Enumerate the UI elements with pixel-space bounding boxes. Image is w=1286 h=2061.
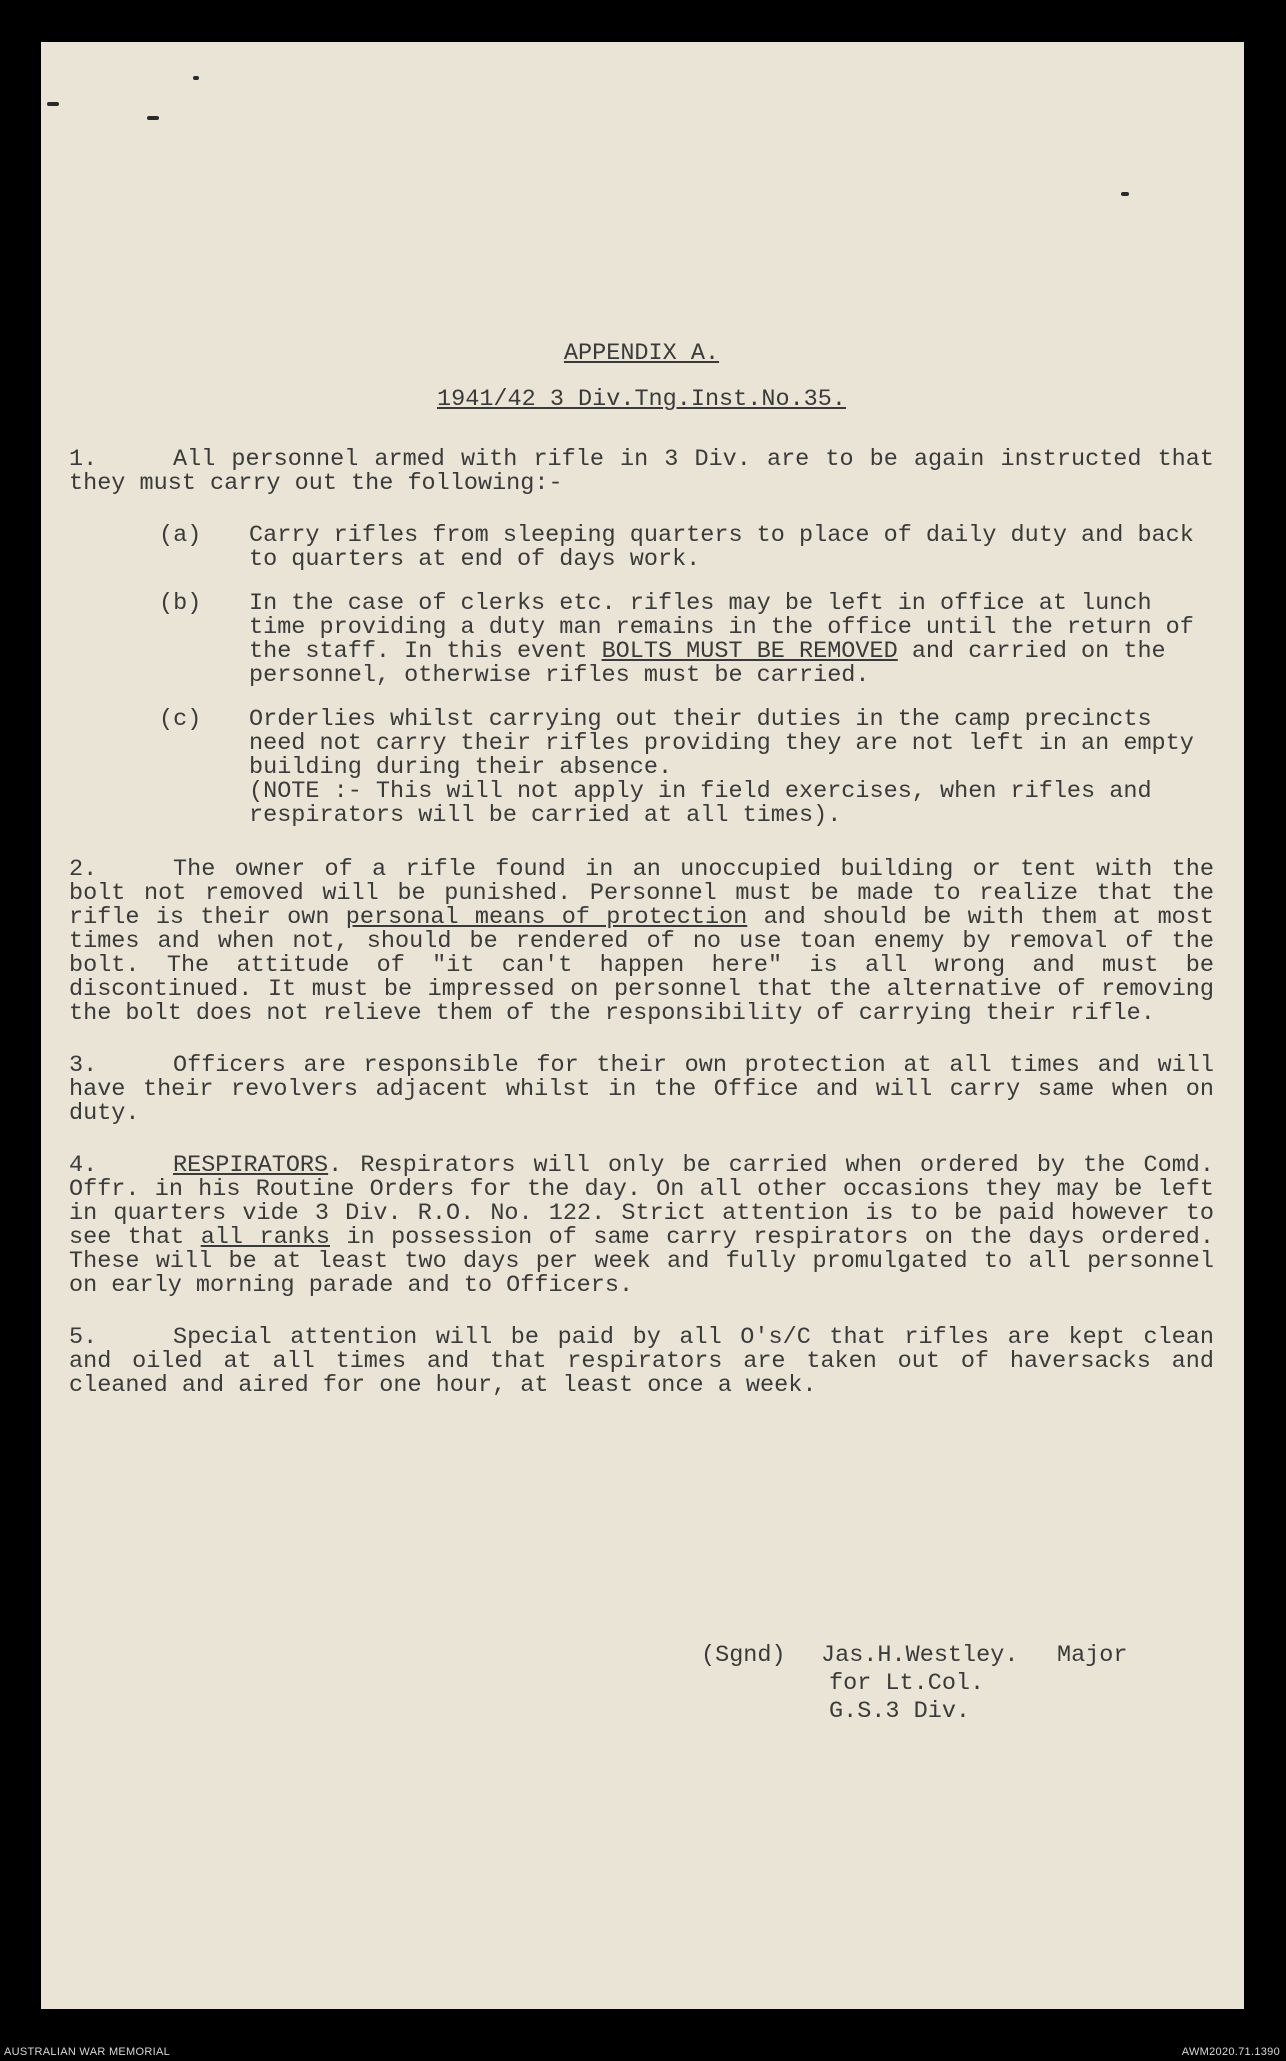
document-sheet	[41, 42, 1244, 2009]
footer-left-caption: AUSTRALIAN WAR MEMORIAL	[4, 2046, 171, 2058]
paper-mark	[47, 102, 59, 106]
paragraph-text: The owner of a rifle found in an unoccupied building or tent with the bolt not removed will be punished. Personnel must be made to realize that the rifle is their own	[69, 856, 1214, 931]
appendix-title: APPENDIX A.	[563, 340, 720, 367]
sub-item-label: (a)	[159, 522, 202, 549]
paragraph-text: . Respirators will only be carried when ordered by the Comd. Offr. in his Routine Orders for the day. On all other occasions they may be left in quarters vide 3 Div. R.O. No. 122. Strict attention is to be paid however to see that	[69, 1152, 1214, 1251]
paragraph-2	[69, 858, 1214, 1026]
paper-mark	[1121, 192, 1129, 196]
paragraph-text: in possession of same carry respirators on the days ordered. These will be at least two days per week and fully promulgated to all personnel on early morning parade and to Officers.	[69, 1224, 1215, 1299]
emphasis-text: personal means of protection	[345, 904, 748, 931]
paragraph-number: 4.	[69, 1152, 98, 1179]
paper-mark	[193, 76, 199, 80]
sub-item-text: In the case of clerks etc. rifles may be left in office at lunch time providing a duty man remains in the office until the return of the staff. In this event	[249, 590, 1194, 665]
paragraph-text: All personnel armed with rifle in 3 Div. are to be again instructed that they must carry out the following:-	[69, 446, 1214, 497]
paragraph-4	[69, 1154, 1214, 1298]
signature-block	[701, 1642, 1128, 1726]
paragraph-1	[69, 448, 1214, 496]
paragraph-text: Officers are responsible for their own protection at all times and will have their revolvers adjacent whilst in the Office and will carry same when on duty.	[69, 1052, 1214, 1127]
paragraph-number: 1.	[69, 446, 98, 473]
sub-item-a	[159, 524, 1214, 572]
paragraph-text: Special attention will be paid by all O's/C that rifles are kept clean and oiled at all times and that respirators are taken out of haversacks and cleaned and aired for one hour, at least once a week.	[69, 1324, 1214, 1399]
sub-item-text: Carry rifles from sleeping quarters to place of daily duty and back to quarters at end of days work.	[249, 522, 1194, 573]
sub-item-label: (c)	[159, 706, 202, 733]
emphasis-text: all ranks	[200, 1224, 330, 1251]
paragraph-3	[69, 1054, 1214, 1126]
paragraph-number: 5.	[69, 1324, 98, 1351]
footer-right-caption: AWM2020.71.1390	[1181, 2046, 1280, 2058]
paragraph-number: 3.	[69, 1052, 98, 1079]
sub-item-text: Orderlies whilst carrying out their duties in the camp precincts need not carry their rifles providing they are not left in an empty building during their absence.	[249, 706, 1194, 781]
section-heading: RESPIRATORS	[173, 1152, 329, 1179]
signatory-name: Jas.H.Westley.	[821, 1642, 1019, 1669]
sub-item-note: (NOTE :- This will not apply in field exercises, when rifles and respirators will be carried at all times).	[249, 778, 1152, 829]
sub-item-b	[159, 592, 1214, 688]
document-body	[69, 342, 1214, 1426]
paper-mark	[147, 116, 159, 120]
emphasis-text: BOLTS MUST BE REMOVED	[601, 638, 898, 665]
sub-item-c	[159, 708, 1214, 828]
signature-line-2: for Lt.Col.	[829, 1670, 985, 1697]
sub-item-text: and carried on the personnel, otherwise rifles must be carried.	[249, 638, 1166, 689]
signed-marker: (Sgnd)	[701, 1642, 786, 1669]
paragraph-5	[69, 1326, 1214, 1398]
paragraph-text: and should be with them at most times and when not, should be rendered of no use toan enemy by removal of the bolt. The attitude of "it can't happen here" is all wrong and must be discontinued. It must be impressed on personnel that the alternative of removing the bolt does not relieve them of the responsibility of carrying their rifle.	[69, 904, 1214, 1027]
signature-line-3: G.S.3 Div.	[829, 1698, 971, 1725]
signatory-rank: Major	[1057, 1642, 1128, 1669]
sub-item-label: (b)	[159, 590, 202, 617]
instruction-number: 1941/42 3 Div.Tng.Inst.No.35.	[437, 386, 846, 413]
paragraph-number: 2.	[69, 856, 98, 883]
